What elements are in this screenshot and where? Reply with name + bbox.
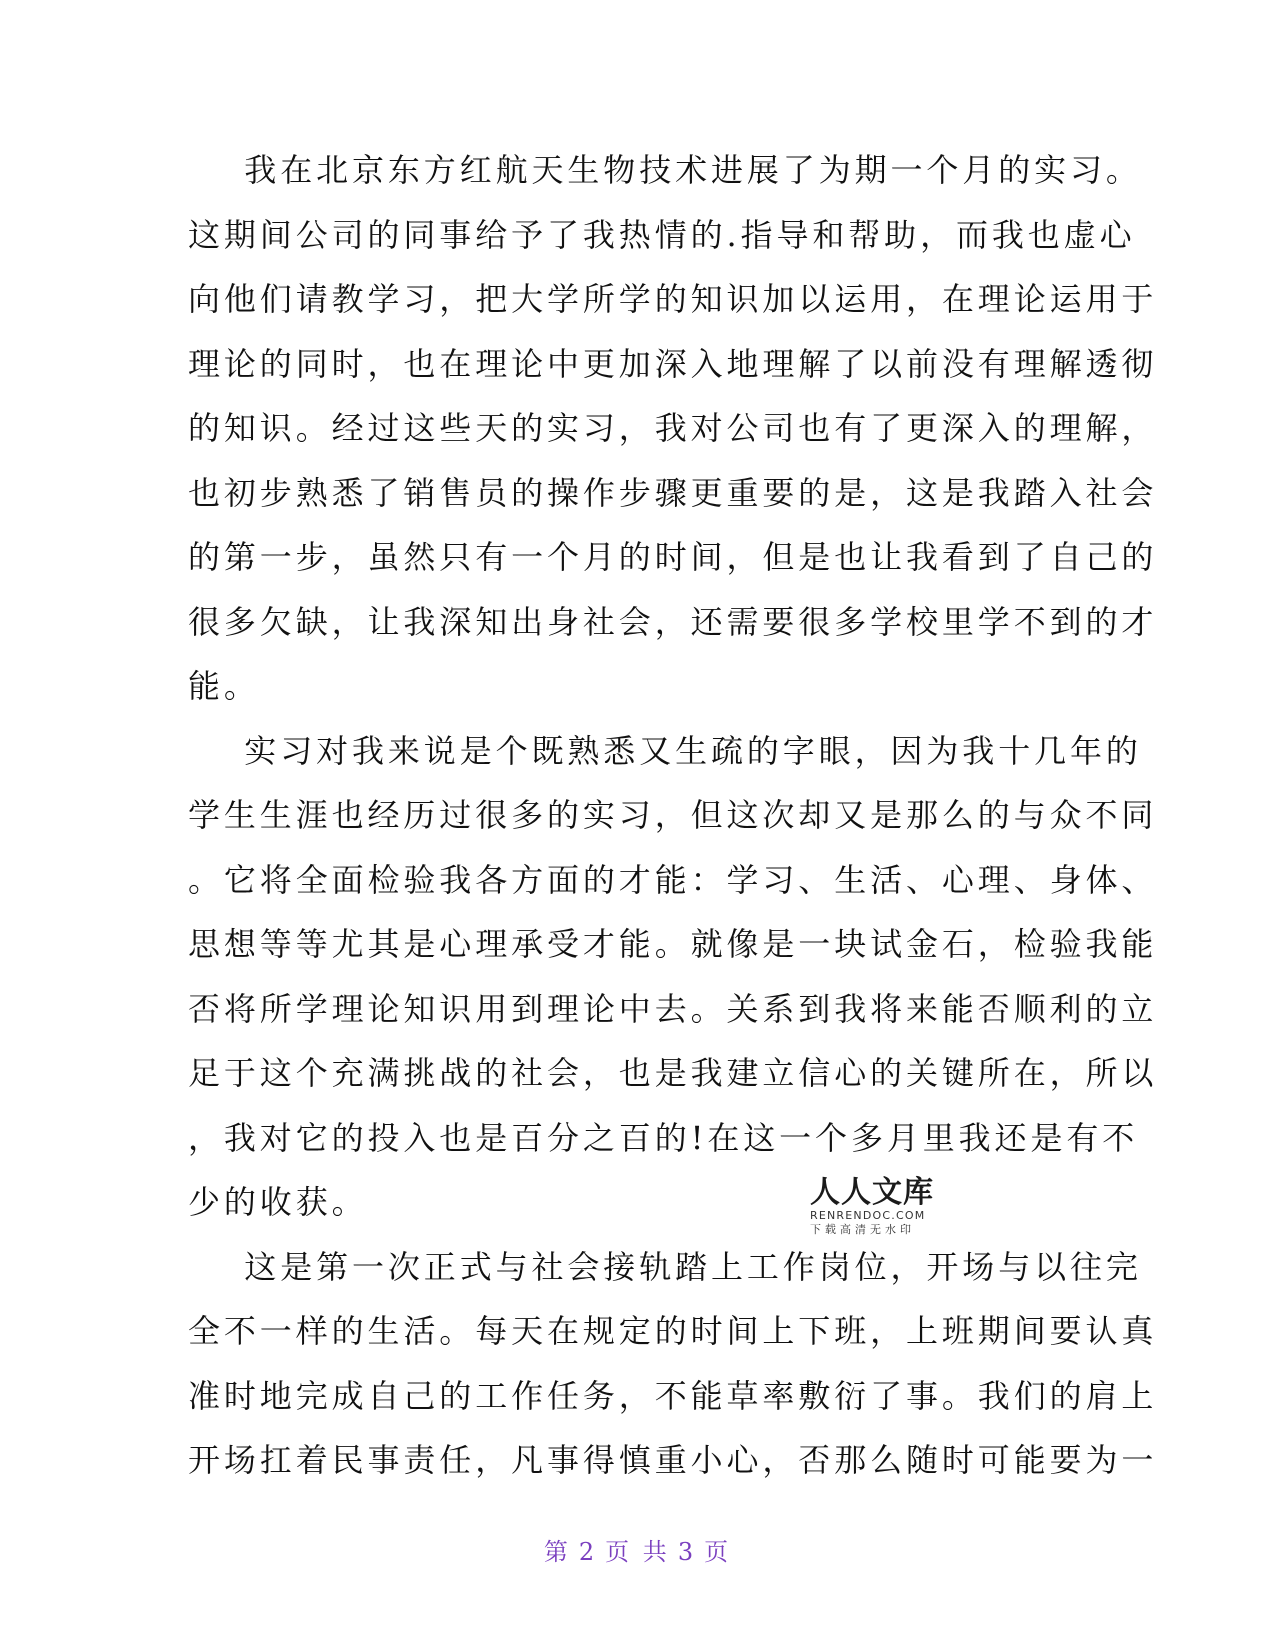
- text-line-10: 实习对我来说是个既熟悉又生疏的字眼，因为我十几年的: [188, 731, 1142, 770]
- text-line-8: 很多欠缺，让我深知出身社会，还需要很多学校里学不到的才: [188, 602, 1158, 641]
- page-footer: [0, 1532, 1275, 1567]
- text-line-3: 向他们请教学习，把大学所学的知识加以运用，在理论运用于: [188, 280, 1158, 318]
- text-line-20: 准时地完成自己的工作任务，不能草率敷衍了事。我们的肩上: [188, 1376, 1158, 1415]
- text-line-6: 也初步熟悉了销售员的操作步骤更重要的是，这是我踏入社会: [188, 473, 1158, 512]
- footer-total-pages: 3: [677, 1538, 697, 1566]
- text-line-12: 。它将全面检验我各方面的才能：学习、生活、心理、身体、: [188, 860, 1158, 899]
- text-line-9: 能。: [188, 667, 260, 705]
- text-line-2: 这期间公司的同事给予了我热情的.指导和帮助，而我也虚心: [188, 215, 1136, 254]
- footer-page-number: 2: [578, 1538, 598, 1566]
- text-line-18: 这是第一次正式与社会接轨踏上工作岗位，开场与以往完: [188, 1247, 1142, 1286]
- watermark-subtitle: 下载高清无水印: [810, 1223, 915, 1236]
- footer-prefix: 第: [543, 1538, 571, 1566]
- text-line-16: ，我对它的投入也是百分之百的!在这一个多月里我还是有不: [188, 1118, 1139, 1157]
- text-line-19: 全不一样的生活。每天在规定的时间上下班，上班期间要认真: [188, 1312, 1158, 1350]
- text-line-11: 学生生涯也经历过很多的实习，但这次却又是那么的与众不同: [188, 796, 1158, 834]
- text-line-5: 的知识。经过这些天的实习，我对公司也有了更深入的理解，: [188, 409, 1158, 447]
- text-line-13: 思想等等尤其是心理承受才能。就像是一块试金石，检验我能: [188, 925, 1158, 963]
- text-line-17: 少的收获。: [188, 1183, 368, 1221]
- watermark-url: RENRENDOC.COM: [810, 1209, 926, 1222]
- text-line-14: 否将所学理论知识用到理论中去。关系到我将来能否顺利的立: [188, 989, 1158, 1028]
- footer-suffix: 页: [704, 1538, 732, 1566]
- watermark-title: 人人文库: [810, 1175, 934, 1210]
- text-line-21: 开场扛着民事责任，凡事得慎重小心，否那么随时可能要为一: [188, 1441, 1158, 1479]
- watermark-logo: [810, 1177, 940, 1237]
- text-line-4: 理论的同时，也在理论中更加深入地理解了以前没有理解透彻: [188, 344, 1158, 383]
- text-line-7: 的第一步，虽然只有一个月的时间，但是也让我看到了自己的: [188, 538, 1158, 576]
- text-line-15: 足于这个充满挑战的社会，也是我建立信心的关键所在，所以: [188, 1054, 1158, 1092]
- body-text: [188, 138, 1158, 1493]
- footer-middle: 页 共: [605, 1538, 670, 1566]
- text-line-1: 我在北京东方红航天生物技术进展了为期一个月的实习。: [188, 151, 1142, 189]
